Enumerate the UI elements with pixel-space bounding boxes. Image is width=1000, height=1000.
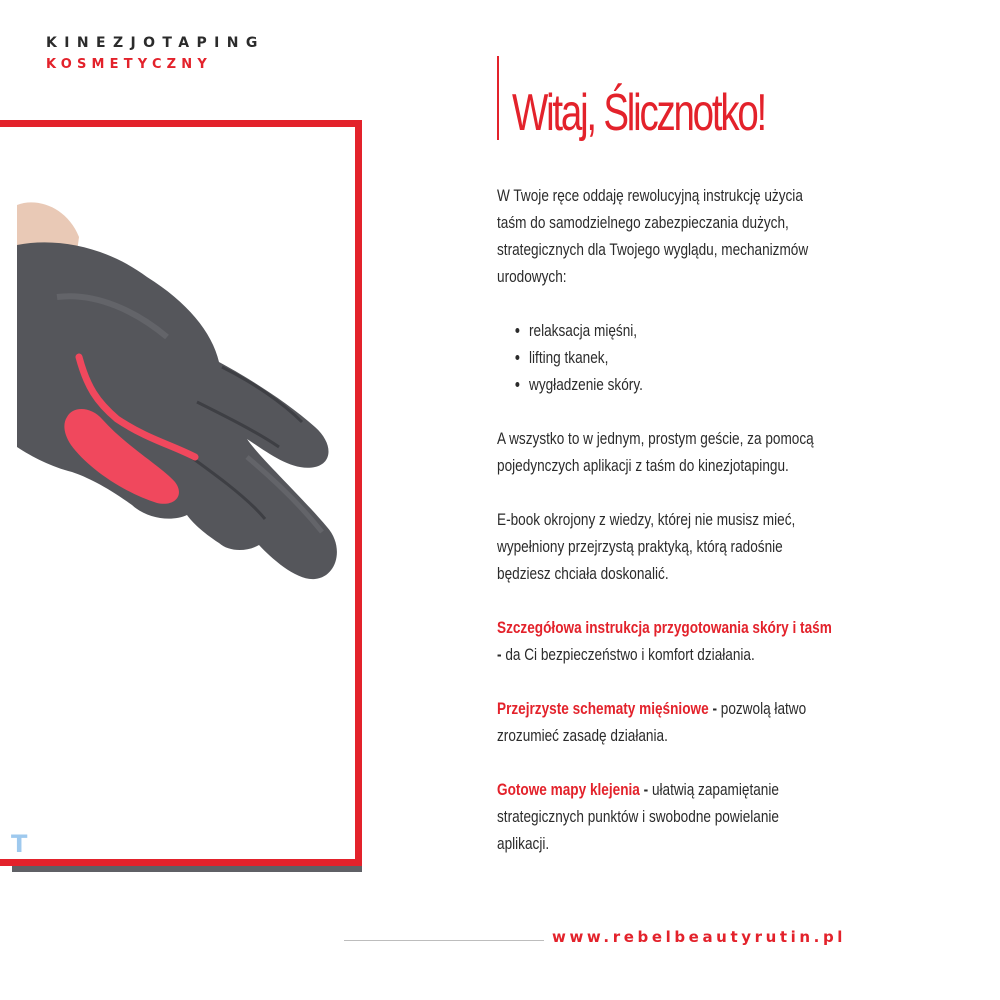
brand-logo [46,32,265,76]
feature-1-text: da Ci bezpieczeństwo i komfort działania. [505,645,755,664]
brand-line-2: KOSMETYCZNY [46,57,212,72]
intro-paragraph: W Twoje ręce oddaję rewolucyjną instrukcję użycia taśm do samodzielnego zabezpieczania dużych, strategicznych dla Twojego wyglądu, mechanizmów urodowych: [497,186,809,286]
feature-1-separator: - [497,645,506,664]
feature-2-highlight: Przejrzyste schematy mięśniowe [497,699,709,718]
brand-line-1: KINEZJOTAPING [46,35,265,51]
feature-2-separator: - [708,699,721,718]
feature-2-text: pozwolą łatwo zrozumieć zasadę działania. [497,699,807,745]
feature-3 [497,776,833,857]
paragraph-3: E-book okrojony z wiedzy, której nie musisz mieć, wypełniony przejrzystą praktyką, którą radośnie będziesz chciała doskonalić. [497,510,796,583]
feature-1 [497,614,833,668]
benefits-list [497,317,833,398]
feature-3-separator: - [639,780,652,799]
website-link[interactable]: www.rebelbeautyrutin.pl [552,928,847,946]
feature-1-highlight: Szczegółowa instrukcja przygotowania skóry i taśm [497,618,832,637]
body-text [497,182,833,884]
feature-3-text: ułatwią zapamiętanie strategicznych punktów i swobodne powielanie aplikacji. [497,780,779,853]
page-title: Witaj, Ślicznotko! [512,84,765,142]
list-item: • wygładzenie skóry. [529,371,833,398]
feature-2 [497,695,833,749]
list-item: • relaksacja mięśni, [529,317,833,344]
list-item: • lifting tkanek, [529,344,833,371]
paragraph-2: A wszystko to w jednym, prostym geście, za pomocą pojedynczych aplikacji z taśm do kinezjotapingu. [497,429,814,475]
feature-3-highlight: Gotowe mapy klejenia [497,780,640,799]
title-accent-bar [497,56,499,140]
corner-mark: T [11,830,28,858]
gloved-hand-with-tape-image [0,127,355,859]
footer-divider [344,940,544,941]
photo-frame [0,120,362,866]
